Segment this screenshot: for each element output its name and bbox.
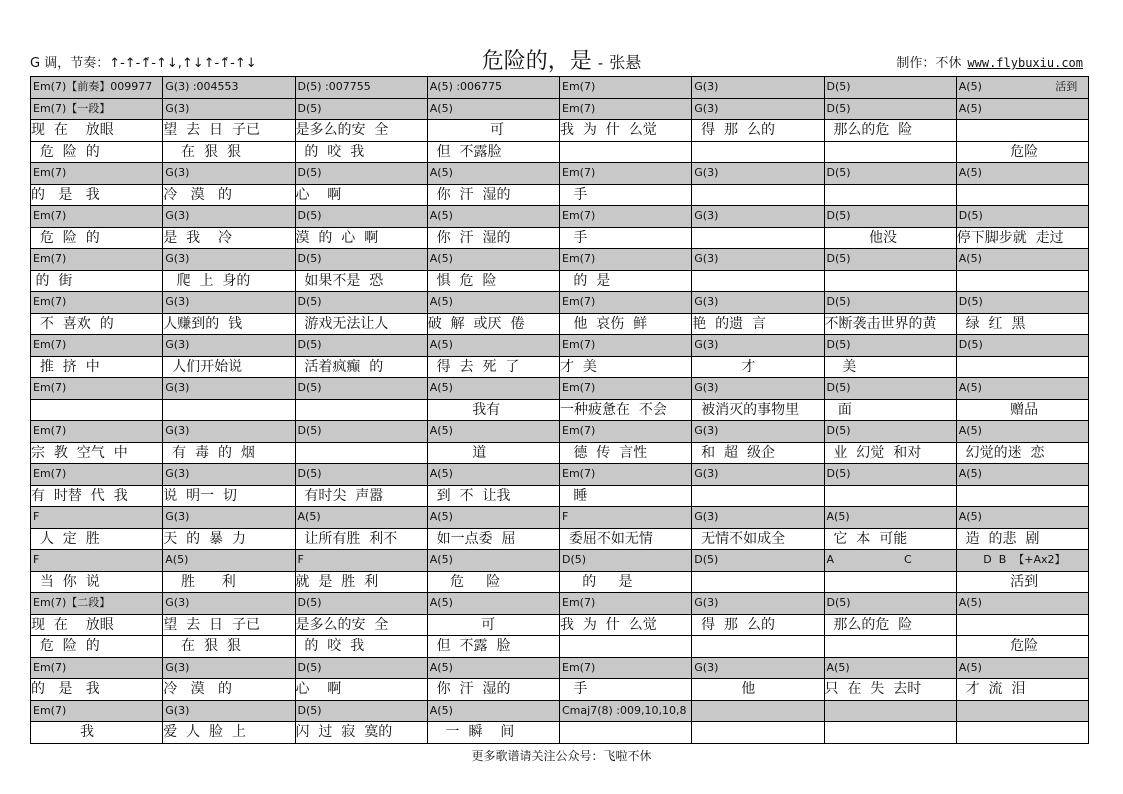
lyric-cell xyxy=(692,486,824,508)
chord-cell: D(5) xyxy=(296,335,428,357)
lyric-row xyxy=(31,357,1089,379)
chord-cell: G(3) xyxy=(163,658,295,680)
chord-row xyxy=(31,77,1089,99)
lyric-cell: 手 xyxy=(560,185,692,207)
chord-cell: Em(7) xyxy=(31,206,163,228)
chord-cell: D(5) :007755 xyxy=(296,77,428,99)
lyric-cell: 和 超 级企 xyxy=(692,443,824,465)
lyric-cell: 惧 危 险 xyxy=(428,271,560,293)
chord-cell: G(3) xyxy=(692,335,824,357)
lyric-cell: 委屈不如无情 xyxy=(560,529,692,551)
chord-cell: A(5) :006775 xyxy=(428,77,560,99)
chord-cell: G(3) xyxy=(163,593,295,615)
lyric-cell: 望 去 日 子已 xyxy=(163,120,295,142)
chord-cell: D(5) xyxy=(692,550,824,572)
chord-cell: D(5) xyxy=(825,421,957,443)
chord-cell: Em(7) xyxy=(560,99,692,121)
chord-cell: A(5) xyxy=(957,163,1089,185)
chord-cell: G(3) xyxy=(692,206,824,228)
chord-cell: A(5) xyxy=(428,99,560,121)
lyric-cell: 的 是 xyxy=(560,572,692,594)
lyric-cell: 是多么的安 全 xyxy=(296,615,428,637)
lyric-cell: 是多么的安 全 xyxy=(296,120,428,142)
chord-cell: G(3) xyxy=(163,292,295,314)
chord-cell: G(3) xyxy=(163,378,295,400)
chord-cell: Em(7) xyxy=(560,335,692,357)
chord-cell: Em(7)【二段】 xyxy=(31,593,163,615)
chord-cell: Em(7) xyxy=(560,378,692,400)
lyric-row xyxy=(31,443,1089,465)
chord-cell: A(5) xyxy=(428,378,560,400)
chord-cell: A(5) xyxy=(957,593,1089,615)
chord-row xyxy=(31,163,1089,185)
lyric-cell xyxy=(825,636,957,658)
lyric-cell xyxy=(560,722,692,744)
chord-row xyxy=(31,99,1089,121)
lyric-cell: 它 本 可能 xyxy=(825,529,957,551)
chord-cell xyxy=(825,701,957,723)
lyric-cell: 宗 教 空气 中 xyxy=(31,443,163,465)
chord-cell: D(5) xyxy=(825,77,957,99)
lyric-cell: 的 是 我 xyxy=(31,679,163,701)
chord-cell: D(5) xyxy=(296,378,428,400)
lyric-cell: 让所有胜 利不 xyxy=(296,529,428,551)
chord-cell: A(5) xyxy=(428,163,560,185)
chord-cell: Em(7) xyxy=(560,249,692,271)
lyric-cell: 我 为 什 么觉 xyxy=(560,120,692,142)
chord-cell xyxy=(957,701,1089,723)
chord-cell: D(5) xyxy=(296,99,428,121)
chord-row xyxy=(31,658,1089,680)
lyric-cell xyxy=(692,722,824,744)
chord-row xyxy=(31,550,1089,572)
chord-sheet-grid xyxy=(30,76,1089,744)
lyric-cell xyxy=(692,185,824,207)
lyric-cell: 说 明一 切 xyxy=(163,486,295,508)
lyric-cell: 危 险 xyxy=(428,572,560,594)
chord-cell: A(5) xyxy=(957,99,1089,121)
lyric-cell: 人赚到的 钱 xyxy=(163,314,295,336)
lyric-cell: 才 流 泪 xyxy=(957,679,1089,701)
chord-cell: Em(7)【前奏】009977 xyxy=(31,77,163,99)
chord-cell: G(3) xyxy=(692,378,824,400)
chord-cell: A(5) xyxy=(428,249,560,271)
lyric-cell: 得 那 么的 xyxy=(692,615,824,637)
chord-cell: Em(7) xyxy=(31,378,163,400)
chord-row xyxy=(31,206,1089,228)
lyric-cell: 爬 上 身的 xyxy=(163,271,295,293)
lyric-cell xyxy=(957,722,1089,744)
chord-cell: G(3) xyxy=(163,507,295,529)
chord-cell: G(3) xyxy=(692,163,824,185)
chord-cell: G(3) xyxy=(163,99,295,121)
chord-cell: A(5) xyxy=(428,658,560,680)
lyric-cell: 冷 漠 的 xyxy=(163,679,295,701)
credits xyxy=(896,52,1083,71)
lyric-cell: 但 不露 脸 xyxy=(428,636,560,658)
lyric-cell: 业 幻觉 和对 xyxy=(825,443,957,465)
lyric-cell: 被消灭的事物里 xyxy=(692,400,824,422)
lyric-cell xyxy=(957,486,1089,508)
chord-cell: A(5) xyxy=(428,292,560,314)
chord-cell: D(5) xyxy=(296,421,428,443)
chord-cell: A(5) xyxy=(428,593,560,615)
chord-cell: Em(7) xyxy=(560,163,692,185)
lyric-cell xyxy=(957,615,1089,637)
lyric-row xyxy=(31,615,1089,637)
chord-cell: D(5) xyxy=(296,701,428,723)
chord-cell: G(3) xyxy=(163,206,295,228)
chord-cell: D(5) xyxy=(296,292,428,314)
chord-cell: A(5) xyxy=(428,206,560,228)
chord-cell: A(5) xyxy=(825,658,957,680)
lyric-cell: 如果不是 恐 xyxy=(296,271,428,293)
lyric-cell: 德 传 言性 xyxy=(560,443,692,465)
lyric-cell: 一种疲惫在 不会 xyxy=(560,400,692,422)
chord-cell: A(5) xyxy=(296,507,428,529)
chord-cell: F xyxy=(560,507,692,529)
lyric-cell xyxy=(296,400,428,422)
lyric-cell: 那么的危 险 xyxy=(825,120,957,142)
lyric-cell: 危 险 的 xyxy=(31,142,163,164)
footer-note: 更多歌谱请关注公众号：飞啦不休 xyxy=(471,749,652,763)
lyric-cell: 可 xyxy=(428,615,560,637)
chord-cell: D(5) xyxy=(825,99,957,121)
chord-cell: D(5) xyxy=(825,163,957,185)
chord-cell: A(5) xyxy=(957,249,1089,271)
chord-cell: G(3) xyxy=(163,249,295,271)
chord-cell: G(3) xyxy=(163,335,295,357)
lyric-cell: 现 在 放眼 xyxy=(31,615,163,637)
chord-cell: Em(7) xyxy=(560,464,692,486)
lyric-cell: 危 险 的 xyxy=(31,228,163,250)
lyric-cell: 的 咬 我 xyxy=(296,636,428,658)
lyric-cell: 人 定 胜 xyxy=(31,529,163,551)
chord-cell: Em(7) xyxy=(560,77,692,99)
chord-cell: Em(7) xyxy=(560,421,692,443)
chord-cell: D(5) xyxy=(296,593,428,615)
lyric-row xyxy=(31,572,1089,594)
lyric-row xyxy=(31,679,1089,701)
lyric-cell: 才 美 xyxy=(560,357,692,379)
lyric-row xyxy=(31,400,1089,422)
lyric-cell: 睡 xyxy=(560,486,692,508)
lyric-row xyxy=(31,486,1089,508)
key-rhythm: G 调，节奏：↑-↑-↑̇-↑↓,↑↓↑-↑̇-↑↓ xyxy=(30,56,257,71)
lyric-cell xyxy=(825,722,957,744)
lyric-cell: 漠 的 心 啊 xyxy=(296,228,428,250)
lyric-cell xyxy=(957,271,1089,293)
lyric-cell: 有时尖 声嚣 xyxy=(296,486,428,508)
lyric-row xyxy=(31,271,1089,293)
lyric-cell: 无情不如成全 xyxy=(692,529,824,551)
lyric-cell: 胜 利 xyxy=(163,572,295,594)
lyric-row xyxy=(31,636,1089,658)
chord-cell: A(5) xyxy=(428,507,560,529)
chord-cell: G(3) :004553 xyxy=(163,77,295,99)
lyric-cell: 造 的悲 剧 xyxy=(957,529,1089,551)
chord-cell: Em(7) xyxy=(31,335,163,357)
chord-cell: D(5) xyxy=(825,335,957,357)
lyric-cell: 到 不 让我 xyxy=(428,486,560,508)
lyric-row xyxy=(31,185,1089,207)
chord-cell: D(5) xyxy=(957,292,1089,314)
chord-cell: Em(7) xyxy=(31,421,163,443)
song-title: 危险的，是 xyxy=(481,49,592,74)
chord-cell: D(5) xyxy=(296,163,428,185)
lyric-cell: 活到 xyxy=(957,572,1089,594)
chord-cell: G(3) xyxy=(692,464,824,486)
chord-cell: G(3) xyxy=(692,421,824,443)
chord-cell: D(5) xyxy=(825,378,957,400)
lyric-cell: 他 xyxy=(692,679,824,701)
title-dash: - xyxy=(597,54,604,72)
chord-cell: Em(7) xyxy=(31,163,163,185)
chord-cell: D(5) xyxy=(825,593,957,615)
maker-credit: 制作：不休 xyxy=(896,56,962,71)
chord-cell: Em(7) xyxy=(31,249,163,271)
lyric-cell: 望 去 日 子已 xyxy=(163,615,295,637)
singer-name: 张悬 xyxy=(609,53,642,72)
site-link[interactable]: www.flybuxiu.com xyxy=(967,56,1083,70)
chord-cell: G(3) xyxy=(163,464,295,486)
lyric-cell: 推 挤 中 xyxy=(31,357,163,379)
chord-cell: A(5) xyxy=(428,421,560,443)
lyric-cell: 在 狠 狠 xyxy=(163,142,295,164)
chord-row xyxy=(31,249,1089,271)
lyric-row xyxy=(31,722,1089,744)
lyric-cell: 赠品 xyxy=(957,400,1089,422)
lyric-cell xyxy=(560,636,692,658)
lyric-cell: 一 瞬 间 xyxy=(428,722,560,744)
lyric-cell: 人们开始说 xyxy=(163,357,295,379)
chord-cell: A(5) xyxy=(428,464,560,486)
lyric-cell xyxy=(957,120,1089,142)
chord-row xyxy=(31,701,1089,723)
lyric-cell: 面 xyxy=(825,400,957,422)
lyric-cell: 心 啊 xyxy=(296,679,428,701)
lyric-cell xyxy=(692,271,824,293)
chord-cell: D(5) xyxy=(825,206,957,228)
chord-cell: A(5) xyxy=(957,464,1089,486)
chord-cell: G(3) xyxy=(163,163,295,185)
lyric-cell: 天 的 暴 力 xyxy=(163,529,295,551)
chord-cell: D(5) xyxy=(825,464,957,486)
lyric-row xyxy=(31,529,1089,551)
chord-cell: Em(7) xyxy=(560,206,692,228)
lyric-cell xyxy=(692,636,824,658)
chord-cell: A(5) xyxy=(428,701,560,723)
lyric-cell: 爱 人 脸 上 xyxy=(163,722,295,744)
lyric-cell: 我 为 什 么觉 xyxy=(560,615,692,637)
lyric-cell xyxy=(825,486,957,508)
lyric-cell: 得 去 死 了 xyxy=(428,357,560,379)
chord-cell: G(3) xyxy=(163,701,295,723)
chord-cell: A(5) xyxy=(957,507,1089,529)
lyric-cell: 那么的危 险 xyxy=(825,615,957,637)
chord-cell: A(5) xyxy=(957,658,1089,680)
chord-row xyxy=(31,378,1089,400)
lyric-cell: 我 xyxy=(31,722,163,744)
chord-cell: A(5) xyxy=(428,335,560,357)
chord-cell: D(5) xyxy=(825,249,957,271)
lyric-cell: 的 街 xyxy=(31,271,163,293)
lyric-cell: 幻觉的迷 恋 xyxy=(957,443,1089,465)
lyric-cell: 危险 xyxy=(957,636,1089,658)
lyric-cell: 只 在 失 去时 xyxy=(825,679,957,701)
chord-cell: A(5) xyxy=(428,550,560,572)
lyric-cell: 才 xyxy=(692,357,824,379)
chord-cell: G(3) xyxy=(692,292,824,314)
lyric-cell: 在 狠 狠 xyxy=(163,636,295,658)
lyric-cell xyxy=(825,142,957,164)
lyric-cell: 不 喜欢 的 xyxy=(31,314,163,336)
chord-cell: Em(7) xyxy=(31,701,163,723)
chord-cell: D(5) xyxy=(560,550,692,572)
lyric-cell: 是 我 冷 xyxy=(163,228,295,250)
lyric-cell: 活着疯癫 的 xyxy=(296,357,428,379)
lyric-cell: 游戏无法让人 xyxy=(296,314,428,336)
chord-cell: G(3) xyxy=(692,77,824,99)
lyric-cell: 手 xyxy=(560,228,692,250)
lyric-cell: 有 毒 的 烟 xyxy=(163,443,295,465)
chord-cell: F xyxy=(296,550,428,572)
lyric-row xyxy=(31,120,1089,142)
chord-cell: G(3) xyxy=(163,421,295,443)
lyric-row xyxy=(31,142,1089,164)
chord-cell: Em(7) xyxy=(31,658,163,680)
lyric-cell: 美 xyxy=(825,357,957,379)
lyric-cell: 得 那 么的 xyxy=(692,120,824,142)
lyric-cell xyxy=(692,572,824,594)
lyric-cell: 现 在 放眼 xyxy=(31,120,163,142)
lyric-cell: 如一点委 屈 xyxy=(428,529,560,551)
chord-cell: D(5) xyxy=(296,464,428,486)
chord-cell: Em(7)【一段】 xyxy=(31,99,163,121)
lyric-row xyxy=(31,314,1089,336)
chord-cell: A(5) xyxy=(825,507,957,529)
chord-cell: Em(7) xyxy=(560,658,692,680)
chord-cell: F xyxy=(31,507,163,529)
chord-cell: D(5) xyxy=(957,206,1089,228)
lyric-cell: 有 时替 代 我 xyxy=(31,486,163,508)
chord-cell: D(5) xyxy=(957,335,1089,357)
lyric-cell: 危险 xyxy=(957,142,1089,164)
lyric-row xyxy=(31,228,1089,250)
chord-row xyxy=(31,421,1089,443)
chord-cell: Cmaj7(8) :009,10,10,8 xyxy=(560,701,692,723)
lyric-cell: 停下脚步就 走过 xyxy=(957,228,1089,250)
chord-cell: A(5) 活到 xyxy=(957,77,1089,99)
lyric-cell: 不断袭击世界的黄 xyxy=(825,314,957,336)
lyric-cell: 你 汗 湿的 xyxy=(428,185,560,207)
chord-row xyxy=(31,464,1089,486)
lyric-cell xyxy=(825,572,957,594)
chord-cell: G(3) xyxy=(692,593,824,615)
lyric-cell xyxy=(163,400,295,422)
lyric-cell: 心 啊 xyxy=(296,185,428,207)
chord-row xyxy=(31,335,1089,357)
lyric-cell xyxy=(692,142,824,164)
lyric-cell: 但 不露脸 xyxy=(428,142,560,164)
chord-cell: A(5) xyxy=(957,421,1089,443)
lyric-cell: 手 xyxy=(560,679,692,701)
lyric-cell xyxy=(825,185,957,207)
chord-cell: A C xyxy=(825,550,957,572)
lyric-cell: 冷 漠 的 xyxy=(163,185,295,207)
chord-cell: G(3) xyxy=(692,658,824,680)
chord-cell: Em(7) xyxy=(31,464,163,486)
lyric-cell: 就 是 胜 利 xyxy=(296,572,428,594)
lyric-cell: 危 险 的 xyxy=(31,636,163,658)
lyric-cell: 可 xyxy=(428,120,560,142)
chord-cell: A(5) xyxy=(957,378,1089,400)
lyric-cell: 绿 红 黑 xyxy=(957,314,1089,336)
lyric-cell: 当 你 说 xyxy=(31,572,163,594)
lyric-cell: 你 汗 湿的 xyxy=(428,228,560,250)
chord-cell: Em(7) xyxy=(31,292,163,314)
lyric-cell: 闪 过 寂 寞的 xyxy=(296,722,428,744)
chord-cell: D(5) xyxy=(296,249,428,271)
chord-cell xyxy=(692,701,824,723)
chord-row xyxy=(31,292,1089,314)
lyric-cell: 我有 xyxy=(428,400,560,422)
chord-cell: G(3) xyxy=(692,99,824,121)
lyric-cell: 的 是 我 xyxy=(31,185,163,207)
chord-cell: G(3) xyxy=(692,249,824,271)
lyric-cell: 他没 xyxy=(825,228,957,250)
chord-cell: Em(7) xyxy=(560,593,692,615)
lyric-cell xyxy=(560,142,692,164)
chord-cell: D(5) xyxy=(825,292,957,314)
lyric-cell xyxy=(296,443,428,465)
lyric-cell: 你 汗 湿的 xyxy=(428,679,560,701)
chord-cell: F xyxy=(31,550,163,572)
chord-cell: Em(7) xyxy=(560,292,692,314)
chord-row xyxy=(31,593,1089,615)
lyric-cell: 的 是 xyxy=(560,271,692,293)
chord-cell: A(5) xyxy=(163,550,295,572)
chord-cell: D(5) xyxy=(296,658,428,680)
lyric-cell: 他 哀伤 鲜 xyxy=(560,314,692,336)
lyric-cell xyxy=(825,271,957,293)
lyric-cell: 艳 的遗 言 xyxy=(692,314,824,336)
chord-cell: G(3) xyxy=(692,507,824,529)
lyric-cell xyxy=(957,357,1089,379)
lyric-cell: 的 咬 我 xyxy=(296,142,428,164)
lyric-cell xyxy=(957,185,1089,207)
chord-cell: D B 【+Ax2】 xyxy=(957,550,1089,572)
chord-cell: D(5) xyxy=(296,206,428,228)
lyric-cell: 道 xyxy=(428,443,560,465)
lyric-cell: 破 解 或厌 倦 xyxy=(428,314,560,336)
lyric-cell xyxy=(31,400,163,422)
chord-row xyxy=(31,507,1089,529)
lyric-cell xyxy=(692,228,824,250)
